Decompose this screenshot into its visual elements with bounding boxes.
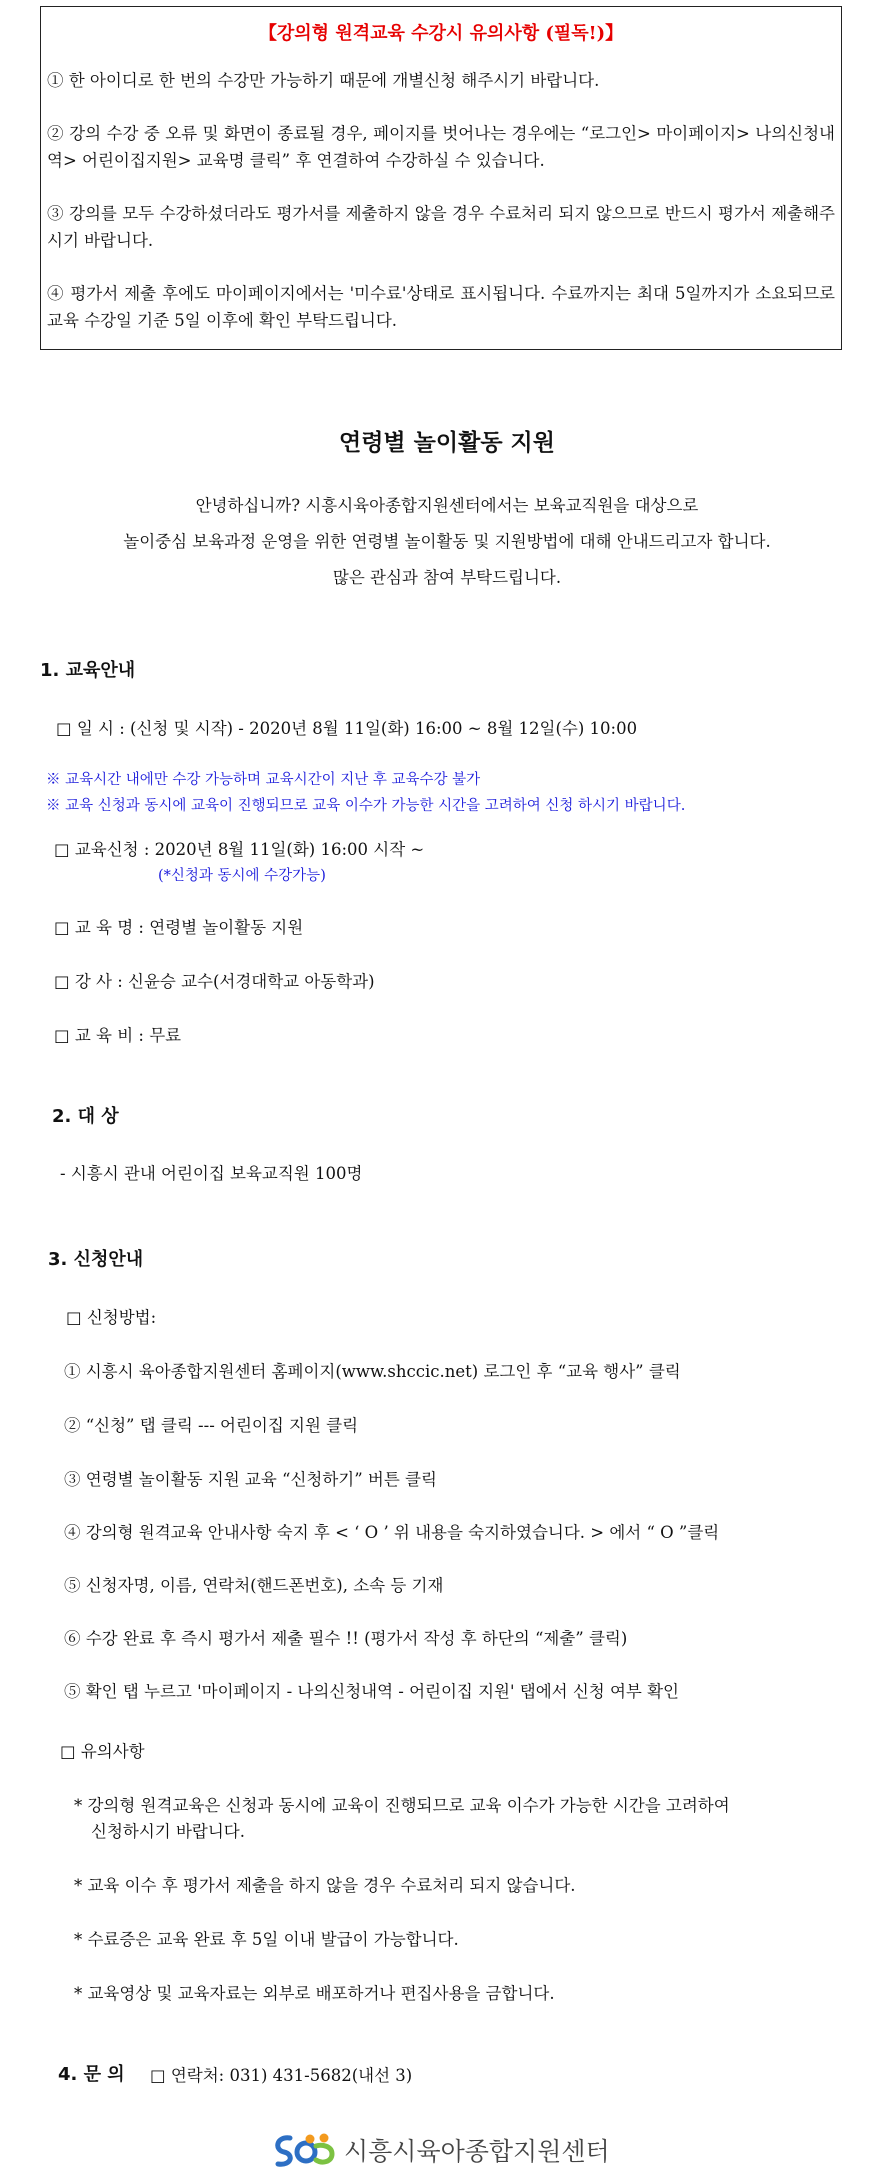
notice-item-4: ④ 평가서 제출 후에도 마이페이지에서는 '미수료'상태로 표시됩니다. 수료까지는 최대 5일까지가 소요되므로 교육 수강일 기준 5일 이후에 확인 부탁드립니다. (47, 284, 835, 330)
intro-line-1: 안녕하십니까? 시흥시육아종합지원센터에서는 보육교직원을 대상으로 (195, 496, 699, 515)
org-name: 시흥시육아종합지원센터 (344, 2137, 610, 2166)
step-4: ④ 강의형 원격교육 안내사항 숙지 후 < ‘ O ’ 위 내용을 숙지하였습니다. > 에서 “ O ”클릭 (64, 1523, 720, 1542)
notice-item-3: ③ 강의를 모두 수강하셨더라도 평가서를 제출하지 않을 경우 수료처리 되지 않으므로 반드시 평가서 제출해주시기 바랍니다. (47, 204, 835, 250)
caution-4: * 교육영상 및 교육자료는 외부로 배포하거나 편집사용을 금합니다. (74, 1984, 555, 2003)
section2-heading: 2. 대 상 (52, 1106, 119, 1127)
caution-1: * 강의형 원격교육은 신청과 동시에 교육이 진행되므로 교육 이수가 가능한 시간을 고려하여 (74, 1796, 730, 1815)
edu-note-1: ※ 교육시간 내에만 수강 가능하며 교육시간이 지난 후 교육수강 불가 (46, 772, 481, 788)
step-1: ① 시흥시 육아종합지원센터 홈페이지(www.shccic.net) 로그인 후 “교육 행사” 클릭 (64, 1362, 681, 1381)
edu-course-name: □ 교 육 명 : 연령별 놀이활동 지원 (54, 918, 304, 937)
step-5: ⑤ 신청자명, 이름, 연락처(핸드폰번호), 소속 등 기재 (64, 1576, 444, 1595)
caution-2: * 교육 이수 후 평가서 제출을 하지 않을 경우 수료처리 되지 않습니다. (74, 1876, 576, 1895)
intro-line-3: 많은 관심과 참여 부탁드립니다. (332, 568, 562, 587)
edu-apply: □ 교육신청 : 2020년 8월 11일(화) 16:00 시작 ~ (54, 840, 425, 859)
edu-fee: □ 교 육 비 : 무료 (54, 1026, 182, 1045)
edu-datetime: □ 일 시 : (신청 및 시작) - 2020년 8월 11일(화) 16:00 ~ 8월 12일(수) 10:00 (56, 719, 638, 738)
notice-title: 【강의형 원격교육 수강시 유의사항 (필독!)】 (258, 23, 624, 44)
step-2: ② “신청” 탭 클릭 --- 어린이집 지원 클릭 (64, 1416, 359, 1435)
step-7: ⑤ 확인 탭 누르고 '마이페이지 - 나의신청내역 - 어린이집 지원' 탭에서 신청 여부 확인 (64, 1682, 679, 1701)
notice-item-2: ② 강의 수강 중 오류 및 화면이 종료될 경우, 페이지를 벗어나는 경우에는 “로그인> 마이페이지> 나의신청내역> 어린이집지원> 교육명 클릭” 후 연결하여 수강하실 수 있습니다. (47, 124, 835, 170)
target-audience: - 시흥시 관내 어린이집 보육교직원 100명 (60, 1164, 363, 1183)
notice-box (40, 6, 842, 350)
contact-info: □ 연락처: 031) 431-5682(내선 3) (150, 2066, 413, 2085)
intro-text (0, 488, 894, 596)
page-title: 연령별 놀이활동 지원 (339, 430, 555, 456)
section3-heading: 3. 신청안내 (48, 1249, 144, 1270)
caution-1-cont: 신청하시기 바랍니다. (91, 1822, 245, 1841)
section4-heading: 4. 문 의 (58, 2064, 125, 2085)
edu-apply-note: (*신청과 동시에 수강가능) (158, 868, 326, 884)
sccic-logo-icon (270, 2130, 338, 2170)
section1-heading: 1. 교육안내 (40, 660, 136, 681)
notice-item-1: ① 한 아이디로 한 번의 수강만 가능하기 때문에 개별신청 해주시기 바랍니다. (47, 71, 600, 90)
step-6: ⑥ 수강 완료 후 즉시 평가서 제출 필수 !! (평가서 작성 후 하단의 “제출” 클릭) (64, 1629, 628, 1648)
caution-3: * 수료증은 교육 완료 후 5일 이내 발급이 가능합니다. (74, 1930, 459, 1949)
edu-instructor: □ 강 사 : 신윤승 교수(서경대학교 아동학과) (54, 972, 375, 991)
edu-note-2: ※ 교육 신청과 동시에 교육이 진행되므로 교육 이수가 가능한 시간을 고려하여 신청 하시기 바랍니다. (46, 798, 686, 814)
footer-logo (270, 2130, 610, 2170)
step-3: ③ 연령별 놀이활동 지원 교육 “신청하기” 버튼 클릭 (64, 1470, 437, 1489)
intro-line-2: 놀이중심 보육과정 운영을 위한 연령별 놀이활동 및 지원방법에 대해 안내드리고자 합니다. (123, 532, 771, 551)
method-label: □ 신청방법: (66, 1308, 157, 1327)
caution-label: □ 유의사항 (60, 1742, 145, 1761)
